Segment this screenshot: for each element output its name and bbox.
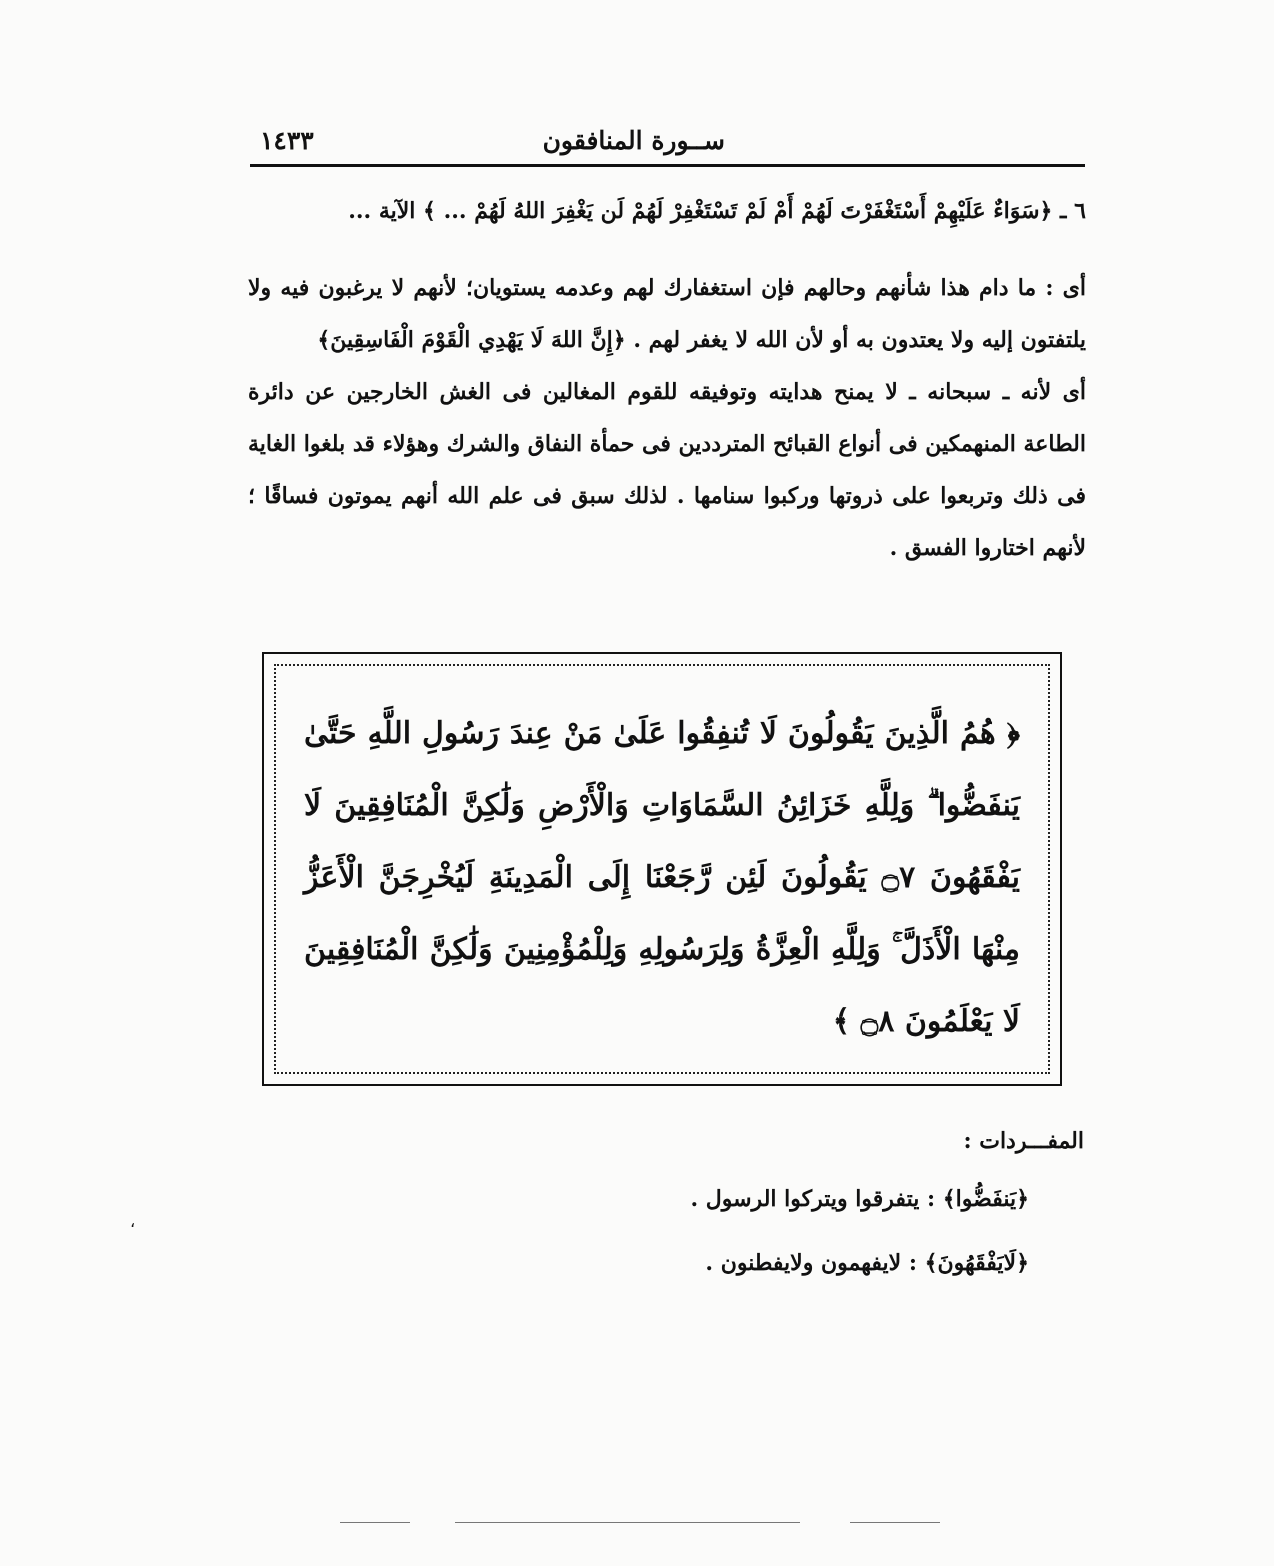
quran-verse-frame	[262, 652, 1062, 1086]
vocabulary-item: ﴿يَنفَضُّوا﴾ : يتفرقوا ويتركوا الرسول .	[690, 1186, 1029, 1212]
quran-verses-7-8: ﴿ هُمُ الَّذِينَ يَقُولُونَ لَا تُنفِقُوا عَلَىٰ مَنْ عِندَ رَسُولِ اللَّهِ حَتَّىٰ يَنفَضُّوا ۗ وَلِلَّهِ خَزَائِنُ السَّمَاوَاتِ وَالْأَرْضِ وَلَٰكِنَّ الْمُنَافِقِينَ لَا يَفْقَهُونَ ۝٧ يَقُولُونَ لَئِن رَّجَعْنَا إِلَى الْمَدِينَةِ لَيُخْرِجَنَّ الْأَعَزُّ مِنْهَا الْأَذَلَّ ۚ وَلِلَّهِ الْعِزَّةُ وَلِرَسُولِهِ وَلِلْمُؤْمِنِينَ وَلَٰكِنَّ الْمُنَافِقِينَ لَا يَعْلَمُونَ ۝٨ ﴾	[304, 716, 1021, 1039]
vocabulary-item: ﴿لَايَفْقَهُونَ﴾ : لايفهمون ولايفطنون .	[705, 1250, 1029, 1276]
footer-rule	[455, 1522, 800, 1523]
commentary-paragraph-2: أى لأنه ـ سبحانه ـ لا يمنح هدايته وتوفيقه للقوم المغالين فى الغش الخارجين عن دائرة الطاعة المنهمكين فى أنواع القبائح المترددين فى حمأة النفاق والشرك وهؤلاء قد بلغوا الغاية فى ذلك وتربعوا على ذروتها وركبوا سنامها . لذلك سبق فى علم الله أنهم يموتون فساقًا ؛ لأنهم اختاروا الفسق .	[248, 379, 1087, 561]
header-rule	[250, 164, 1085, 167]
commentary-paragraph-1: أى : ما دام هذا شأنهم وحالهم فإن استغفارك لهم وعدمه يستويان؛ لأنهم لا يرغبون فيه ولا يلتفتون إليه ولا يعتدون به أو لأن الله لا يغفر لهم . ﴿إِنَّ اللهَ لَا يَهْدِي الْقَوْمَ الْفَاسِقِينَ﴾	[248, 275, 1086, 353]
page-number: ١٤٣٣	[260, 126, 314, 155]
footer-dash	[850, 1522, 940, 1523]
verse-6-heading: ٦ ـ ﴿سَوَاءٌ عَلَيْهِمْ أَسْتَغْفَرْتَ لَهُمْ أَمْ لَمْ تَسْتَغْفِرْ لَهُمْ لَن يَغْفِرَ اللهُ لَهُمْ ... ﴾ الآية ...	[348, 198, 1086, 224]
scan-speck: ،	[130, 1212, 136, 1231]
footer-dash	[340, 1522, 410, 1523]
vocabulary-heading: المفـــردات :	[963, 1128, 1084, 1154]
page-header	[250, 122, 1085, 166]
surah-title: ســورة المنافقون	[542, 126, 725, 155]
